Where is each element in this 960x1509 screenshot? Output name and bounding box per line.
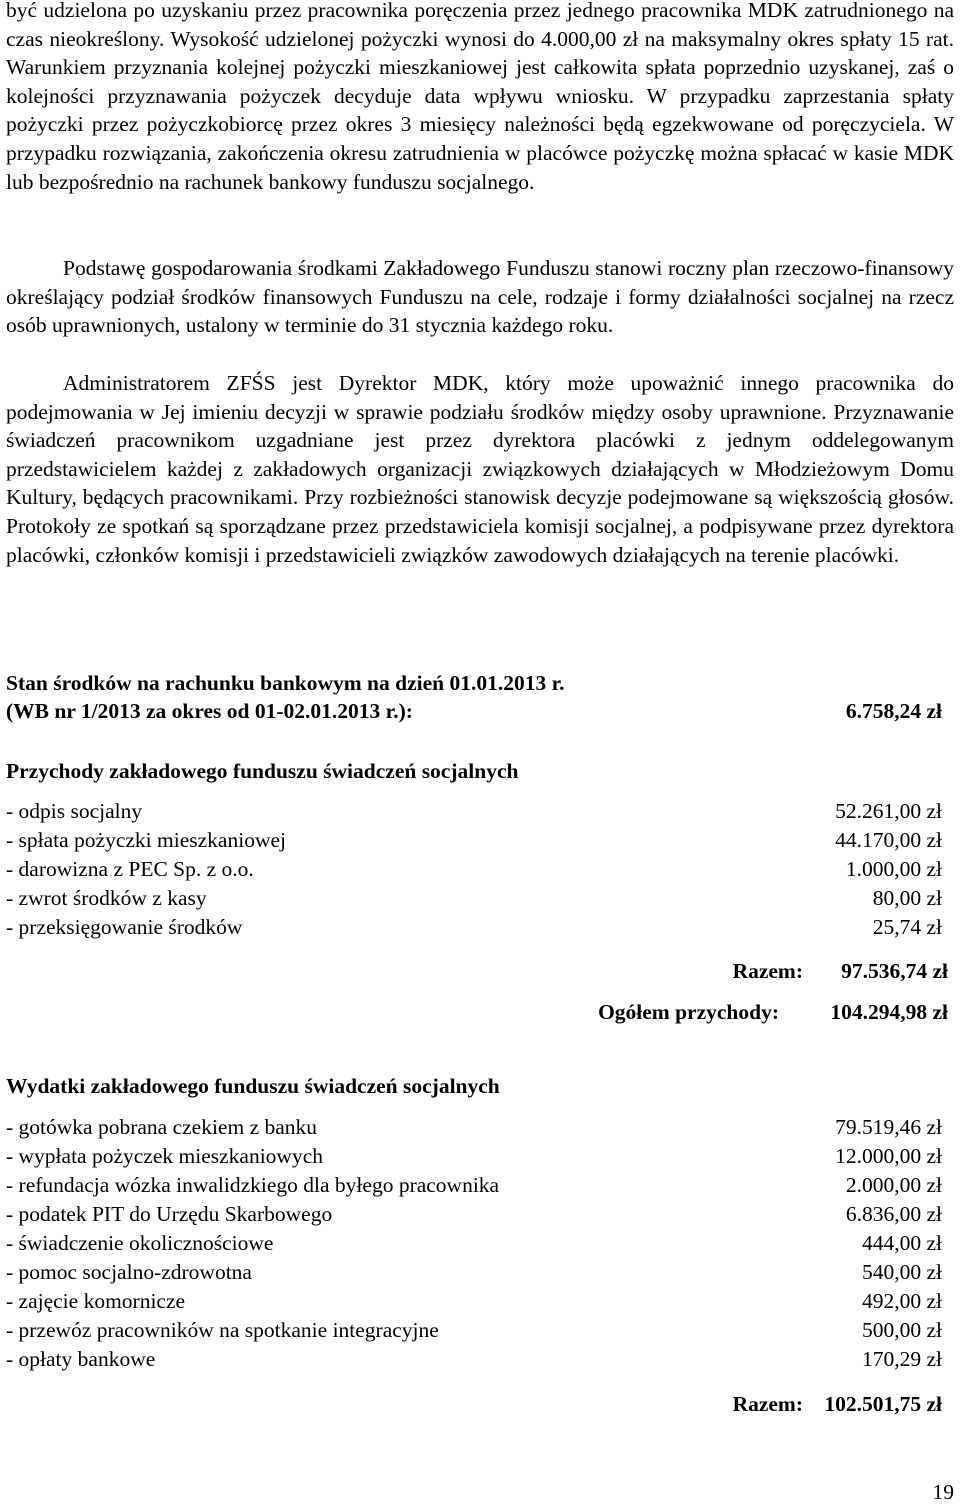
- expense-amount: 492,00 zł: [861, 1289, 942, 1313]
- list-item: [6, 855, 942, 884]
- income-amount: 80,00 zł: [872, 886, 942, 910]
- list-item: [6, 1113, 942, 1142]
- list-item: [6, 826, 942, 855]
- income-heading: Przychody zakładowego funduszu świadczeń socjalnych: [6, 759, 519, 783]
- balance-period: (WB nr 1/2013 za okres od 01-02.01.2013 r.):: [6, 699, 413, 723]
- expenses-total-label: Razem:: [732, 1392, 803, 1416]
- expenses-heading: Wydatki zakładowego funduszu świadczeń socjalnych: [6, 1074, 500, 1098]
- paragraph-administrator-text: Administratorem ZFŚS jest Dyrektor MDK, który może upoważnić innego pracownika do podejmowania w Jej imieniu decyzji w sprawie podziału środków między osoby uprawnione. Przyznawanie świadczeń pracownikom uzgadniane jest przez dyrektora placówki z jednym oddelegowanym przedstawicielem każdej z zakładowych organizacji związkowych działających w Młodzieżowym Domu Kultury, będących pracownikami. Przy rozbieżności stanowisk decyzje podejmowane są większością głosów. Protokoły ze spotkań są sporządzane przez przedstawiciela komisji socjalnej, a podpisywane przez dyrektora placówki, członków komisji i przedstawicieli związków zawodowych działających na terenie placówki.: [6, 371, 954, 567]
- expense-amount: 444,00 zł: [861, 1231, 942, 1255]
- list-item: [6, 1316, 942, 1345]
- expenses-total-amount: 102.501,75 zł: [824, 1392, 942, 1416]
- expense-label: - pomoc socjalno-zdrowotna: [6, 1260, 252, 1284]
- expense-label: - refundacja wózka inwalidzkiego dla byłego pracownika: [6, 1173, 500, 1197]
- expense-label: - zajęcie komornicze: [6, 1289, 186, 1313]
- expense-label: - przewóz pracowników na spotkanie integracyjne: [6, 1318, 439, 1342]
- expense-amount: 540,00 zł: [861, 1260, 942, 1284]
- balance-amount: 6.758,24 zł: [845, 699, 942, 723]
- paragraph-loan-terms: być udzielona po uzyskaniu przez pracownika poręczenia przez jednego pracownika MDK zatrudnionego na czas nieokreślony. Wysokość udzielonej pożyczki wynosi do 4.000,00 zł na maksymalny okres spłaty 15 rat. Warunkiem przyznania kolejnej pożyczki mieszkaniowej jest całkowita spłata poprzednio uzyskanej, zaś o kolejności przyznawania pożyczek decyduje data wpływu wniosku. W przypadku zaprzestania spłaty pożyczki przez pożyczkobiorcę przez okres 3 miesięcy należności będą egzekwowane od poręczyciela. W przypadku rozwiązania, zakończenia okresu zatrudnienia w placówce pożyczkę można spłacać w kasie MDK lub bezpośrednio na rachunek bankowy funduszu socjalnego.: [6, 0, 954, 194]
- income-label: - zwrot środków z kasy: [6, 886, 207, 910]
- income-label: - odpis socjalny: [6, 799, 143, 823]
- paragraph-administrator: [6, 369, 954, 569]
- list-item: [6, 1345, 942, 1374]
- list-item: [6, 1287, 942, 1316]
- expense-amount: 2.000,00 zł: [845, 1173, 942, 1197]
- income-amount: 52.261,00 zł: [835, 799, 942, 823]
- expense-label: - gotówka pobrana czekiem z banku: [6, 1115, 318, 1139]
- balance-heading: Stan środków na rachunku bankowym na dzień 01.01.2013 r.: [6, 671, 565, 695]
- income-amount: 44.170,00 zł: [835, 828, 942, 852]
- list-item: [6, 884, 942, 913]
- expense-amount: 6.836,00 zł: [845, 1202, 942, 1226]
- income-total-label: Razem:: [732, 959, 803, 983]
- income-grand-label: Ogółem przychody:: [598, 1000, 779, 1024]
- list-item: [6, 1258, 942, 1287]
- expense-label: - podatek PIT do Urzędu Skarbowego: [6, 1202, 333, 1226]
- list-item: [6, 913, 942, 942]
- list-item: [6, 1142, 942, 1171]
- expense-amount: 500,00 zł: [861, 1318, 942, 1342]
- expense-amount: 79.519,46 zł: [835, 1115, 942, 1139]
- income-label: - darowizna z PEC Sp. z o.o.: [6, 857, 254, 881]
- income-amount: 1.000,00 zł: [845, 857, 942, 881]
- page-number: 19: [932, 1480, 954, 1504]
- income-list: [6, 797, 942, 942]
- expense-amount: 12.000,00 zł: [835, 1144, 942, 1168]
- income-total-amount: 97.536,74 zł: [841, 959, 948, 983]
- paragraph-fund-plan: [6, 254, 954, 340]
- expenses-list: [6, 1113, 942, 1374]
- list-item: [6, 1171, 942, 1200]
- list-item: [6, 797, 942, 826]
- income-label: - przeksięgowanie środków: [6, 915, 243, 939]
- income-grand-amount: 104.294,98 zł: [830, 1000, 948, 1024]
- expense-label: - wypłata pożyczek mieszkaniowych: [6, 1144, 323, 1168]
- paragraph-fund-plan-text: Podstawę gospodarowania środkami Zakładowego Funduszu stanowi roczny plan rzeczowo-finansowy określający podział środków finansowych Funduszu na cele, rodzaje i formy działalności socjalnej na rzecz osób uprawnionych, ustalony w terminie do 31 stycznia każdego roku.: [6, 256, 954, 338]
- expense-amount: 170,29 zł: [861, 1347, 942, 1371]
- income-label: - spłata pożyczki mieszkaniowej: [6, 828, 286, 852]
- expense-label: - opłaty bankowe: [6, 1347, 156, 1371]
- income-amount: 25,74 zł: [872, 915, 942, 939]
- list-item: [6, 1229, 942, 1258]
- list-item: [6, 1200, 942, 1229]
- expense-label: - świadczenie okolicznościowe: [6, 1231, 274, 1255]
